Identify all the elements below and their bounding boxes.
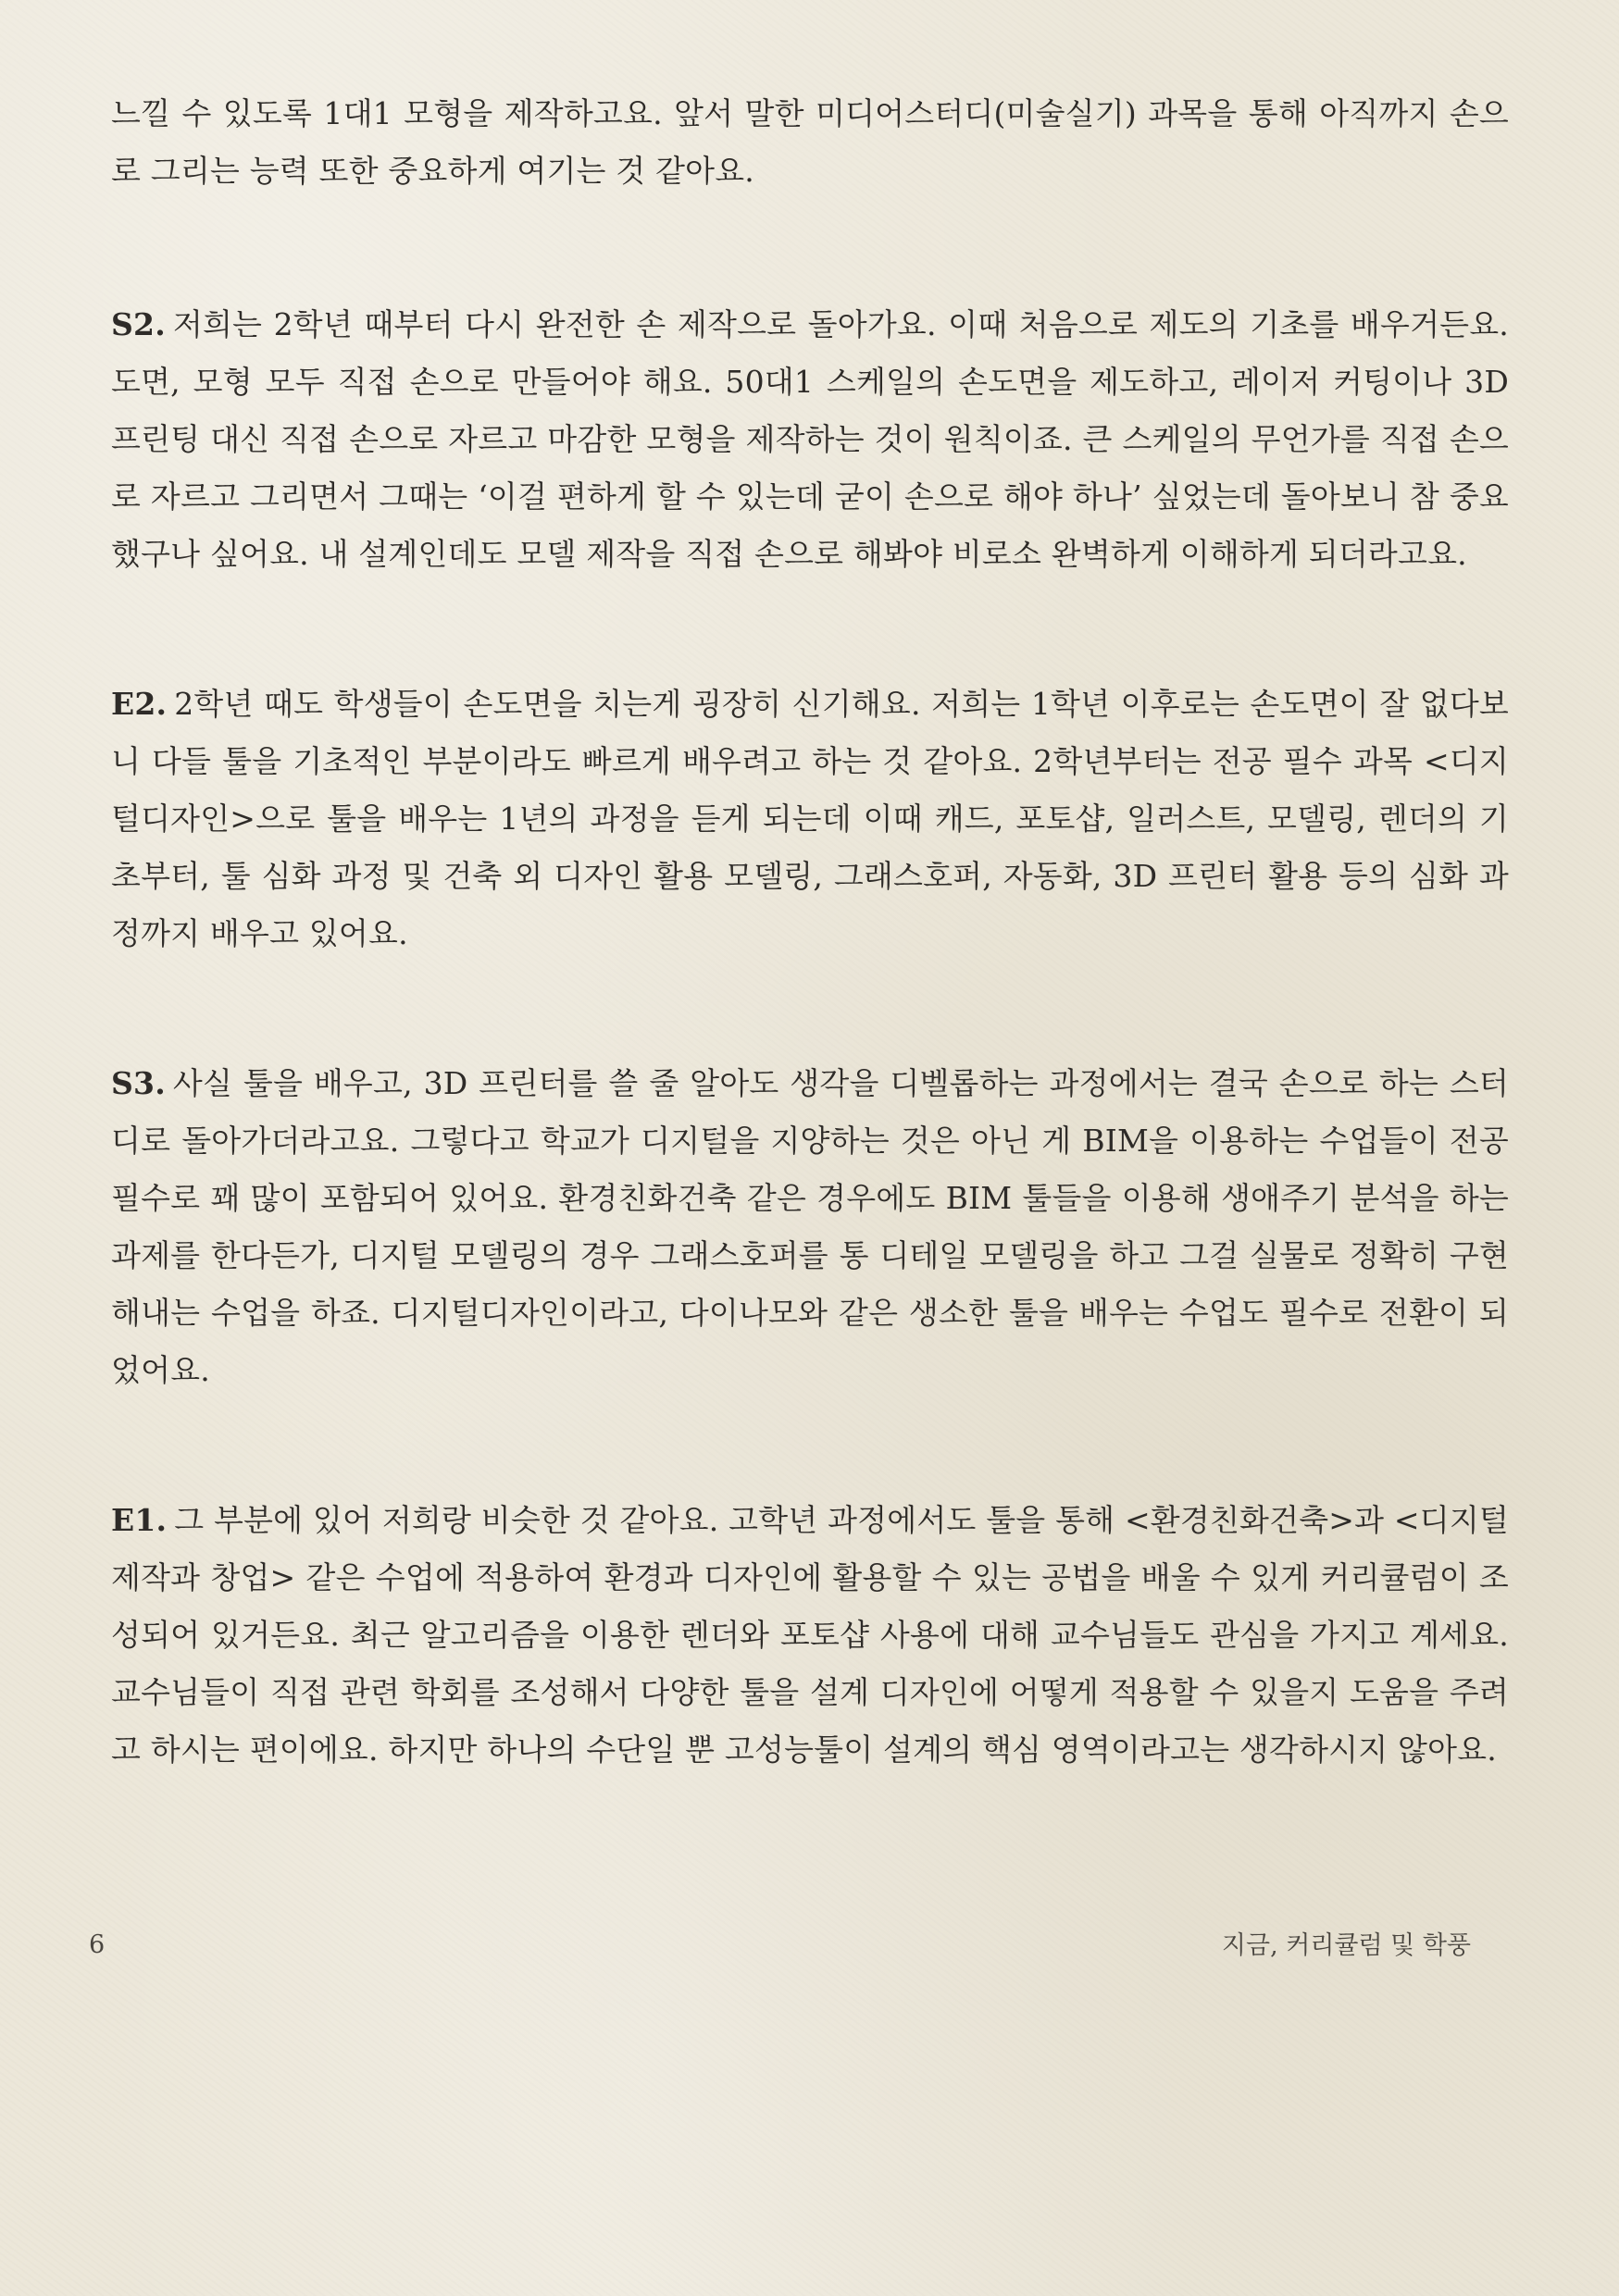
paragraph-e2: [111, 676, 1509, 962]
paragraph-text: 저희는 2학년 때부터 다시 완전한 손 제작으로 돌아가요. 이때 처음으로 제도의 기초를 배우거든요. 도면, 모형 모두 직접 손으로 만들어야 해요. 50대1 스케일의 손도면을 제도하고, 레이저 커팅이나 3D 프린팅 대신 직접 손으로 자르고 마감한 모형을 제작하는 것이 원칙이죠. 큰 스케일의 무언가를 직접 손으로 자르고 그리면서 그때는 ‘이걸 편하게 할 수 있는데 굳이 손으로 해야 하나’ 싶었는데 돌아보니 참 중요했구나 싶어요. 내 설계인데도 모델 제작을 직접 손으로 해봐야 비로소 완벽하게 이해하게 되더라고요.: [111, 306, 1509, 572]
page-number: 6: [89, 1930, 106, 1959]
paragraph-text: 그 부분에 있어 저희랑 비슷한 것 같아요. 고학년 과정에서도 툴을 통해 <환경친화건축>과 <디지털 제작과 창업> 같은 수업에 적용하여 환경과 디자인에 활용할 수 있는 공법을 배울 수 있게 커리큘럼이 조성되어 있거든요. 최근 알고리즘을 이용한 렌더와 포토샵 사용에 대해 교수님들도 관심을 가지고 계세요. 교수님들이 직접 관련 학회를 조성해서 다양한 툴을 설계 디자인에 어떻게 적용할 수 있을지 도움을 주려고 하시는 편이에요. 하지만 하나의 수단일 뿐 고성능툴이 설계의 핵심 영역이라고는 생각하시지 않아요.: [111, 1502, 1509, 1768]
running-footer-title: 지금, 커리큘럼 및 학풍: [1221, 1931, 1471, 1960]
paragraph-continuation: [111, 85, 1509, 200]
speaker-label: E1.: [111, 1502, 168, 1538]
speaker-label: E2.: [111, 686, 168, 722]
article-body: [111, 85, 1509, 1871]
paragraph-s2: [111, 296, 1509, 583]
speaker-label: S3.: [111, 1065, 166, 1101]
speaker-label: S2.: [111, 306, 166, 342]
paragraph-text: 느낄 수 있도록 1대1 모형을 제작하고요. 앞서 말한 미디어스터디(미술실기) 과목을 통해 아직까지 손으로 그리는 능력 또한 중요하게 여기는 것 같아요.: [111, 95, 1509, 189]
paragraph-s3: [111, 1055, 1509, 1399]
paragraph-text: 사실 툴을 배우고, 3D 프린터를 쓸 줄 알아도 생각을 디벨롭하는 과정에서는 결국 손으로 하는 스터디로 돌아가더라고요. 그렇다고 학교가 디지털을 지양하는 것은 아닌 게 BIM을 이용하는 수업들이 전공 필수로 꽤 많이 포함되어 있어요. 환경친화건축 같은 경우에도 BIM 툴들을 이용해 생애주기 분석을 하는 과제를 한다든가, 디지털 모델링의 경우 그래스호퍼를 통 디테일 모델링을 하고 그걸 실물로 정확히 구현해내는 수업을 하죠. 디지털디자인이라고, 다이나모와 같은 생소한 툴을 배우는 수업도 필수로 전환이 되었어요.: [111, 1065, 1509, 1388]
paragraph-text: 2학년 때도 학생들이 손도면을 치는게 굉장히 신기해요. 저희는 1학년 이후로는 손도면이 잘 없다보니 다들 툴을 기초적인 부분이라도 빠르게 배우려고 하는 것 같아요. 2학년부터는 전공 필수 과목 <디지털디자인>으로 툴을 배우는 1년의 과정을 듣게 되는데 이때 캐드, 포토샵, 일러스트, 모델링, 렌더의 기초부터, 툴 심화 과정 및 건축 외 디자인 활용 모델링, 그래스호퍼, 자동화, 3D 프린터 활용 등의 심화 과정까지 배우고 있어요.: [111, 686, 1509, 951]
paragraph-e1: [111, 1492, 1509, 1779]
